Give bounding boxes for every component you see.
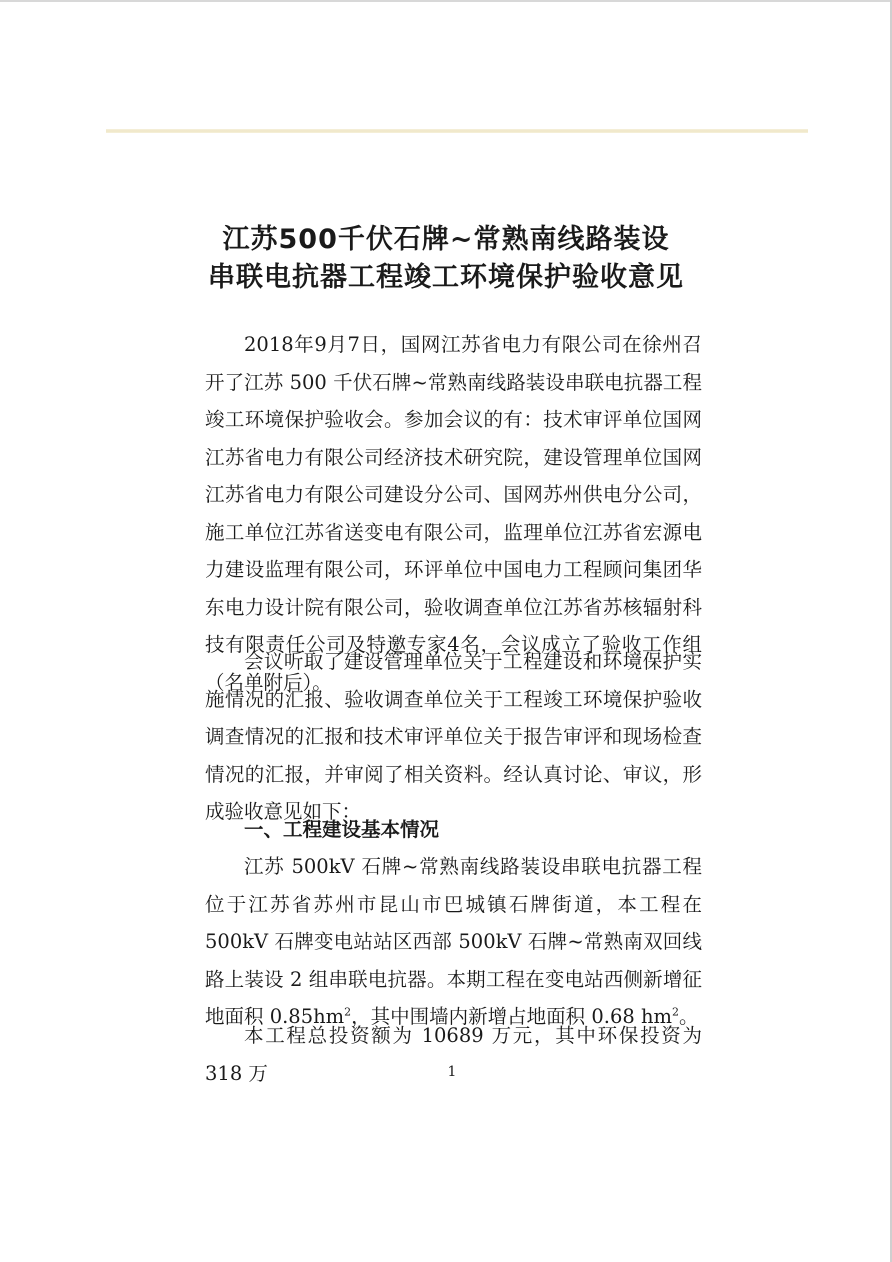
- document-title-line1: 江苏500千伏石牌~常熟南线路装设: [222, 224, 670, 255]
- paragraph-meeting-review: 会议听取了建设管理单位关于工程建设和环境保护实施情况的汇报、验收调查单位关于工程竣工环境保护验收调查情况的汇报和技术审评单位关于报告审评和现场检查情况的汇报，并审阅了相关资料。经认真讨论、审议，形成验收意见如下：: [205, 650, 702, 823]
- section-heading-project-overview: 一、工程建设基本情况: [244, 818, 440, 841]
- superscript-square-2: 2: [672, 1005, 680, 1019]
- superscript-square-1: 2: [344, 1005, 352, 1019]
- scan-edge-top: [0, 0, 892, 2]
- document-title-line2: 串联电抗器工程竣工环境保护验收意见: [208, 262, 684, 293]
- header-rule: [106, 129, 808, 133]
- overview-text-main: 江苏 500kV 石牌~常熟南线路装设串联电抗器工程位于江苏省苏州市昆山市巴城镇石牌街道，本工程在 500kV 石牌变电站站区西部 500kV 石牌~常熟南双回线路上装设 2 组串联电抗器。本期工程在变电站西侧新增征地面积 0.85hm: [205, 855, 702, 1028]
- overview-text-mid: ，其中围墙内新增占地面积 0.68 hm: [351, 1005, 673, 1028]
- paragraph-project-overview: [205, 848, 702, 1036]
- overview-text-end: 。: [679, 1005, 699, 1028]
- paragraph-investment: 本工程总投资额为 10689 万元，其中环保投资为 318 万: [205, 1024, 702, 1085]
- page-number: 1: [447, 1064, 457, 1080]
- paragraph-meeting-intro: 2018年9月7日，国网江苏省电力有限公司在徐州召开了江苏 500 千伏石牌~常熟南线路装设串联电抗器工程竣工环境保护验收会。参加会议的有：技术审评单位国网江苏省电力有限公司经济技术研究院，建设管理单位国网江苏省电力有限公司建设分公司、国网苏州供电分公司，施工单位江苏省送变电有限公司，监理单位江苏省宏源电力建设监理有限公司，环评单位中国电力工程顾问集团华东电力设计院有限公司，验收调查单位江苏省苏核辐射科技有限责任公司及特邀专家4名，会议成立了验收工作组（名单附后）。: [205, 333, 702, 694]
